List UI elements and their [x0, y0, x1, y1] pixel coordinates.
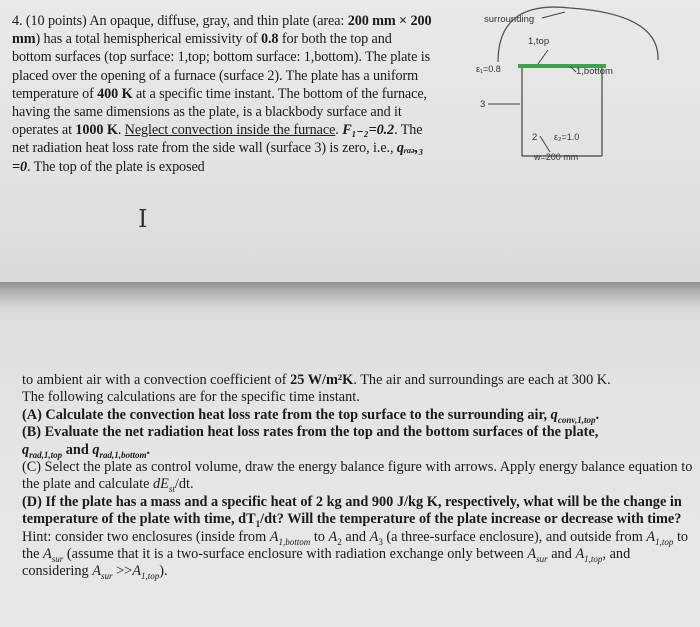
calc-note: The following calculations are for the specific time instant.: [22, 389, 360, 406]
continuation-text-1: to ambient air with a convection coefficient of: [22, 372, 291, 388]
part-c-symbol: dE: [152, 476, 169, 493]
hint-a1b-sub: 1,bottom: [278, 536, 311, 547]
hint-a1t-2-sub: 1,top: [584, 553, 603, 564]
plate-area: 200 mm × 200 mm: [12, 13, 432, 48]
part-d-text-2: /dt? Will the temperature of the plate increase or decrease with time?: [260, 511, 682, 528]
hint-a1t-3: A: [132, 563, 141, 580]
hint-a1t-2: A: [575, 546, 585, 563]
problem-number: 4.: [12, 13, 23, 29]
problem-points: (10 points): [25, 13, 87, 29]
hint-text-2: to: [310, 528, 329, 545]
hint-asur: A: [43, 546, 52, 563]
furnace-temperature: 1000 K: [75, 122, 118, 139]
hint-asur-2: A: [527, 546, 537, 563]
hint-a1b: A: [269, 528, 279, 545]
part-c: [22, 459, 694, 494]
emissivity-2-label: ε₂=1.0: [554, 132, 580, 142]
part-d-text-1: (D) If the plate has a mass and a specific heat of 2 kg and 900 J/kg K, respectively, what will be the change in temperature of the plate with time, dT: [22, 493, 682, 528]
part-d-subscript: 1: [255, 519, 261, 530]
problem-text-2: ) has a total hemispherical emissivity of: [35, 31, 261, 48]
hint-text-7: and: [547, 546, 576, 563]
part-b-and: and: [62, 441, 93, 458]
surface-2-leader: [540, 136, 550, 152]
hint-text-3: and: [341, 528, 370, 545]
top-leader: [538, 50, 548, 64]
top-surface-label: 1,top: [528, 36, 550, 47]
hint-asur-3-sub: sur: [101, 571, 113, 582]
part-c-text: (C) Select the plate as control volume, draw the energy balance figure with arrows. Apply energy balance equation to the plate and calculate: [22, 459, 693, 493]
part-b-end: .: [146, 441, 151, 458]
part-a-end: .: [595, 406, 600, 423]
problem-statement: [12, 12, 432, 176]
part-b: [22, 424, 694, 459]
hint-text-8: , and considering: [22, 546, 631, 580]
furnace-diagram: [450, 0, 700, 175]
hint-a1t-3-sub: 1,top: [140, 571, 160, 582]
surface-2-label: 2: [532, 132, 538, 143]
photo-seam: [0, 282, 700, 318]
hint-a1t-sub: 1,top: [655, 536, 674, 547]
plate-temperature: 400 K: [97, 85, 133, 102]
problem-text-5: .: [117, 122, 125, 139]
part-a: [22, 407, 694, 424]
text-cursor-icon: I: [138, 205, 148, 233]
hint-text-10: ).: [159, 563, 168, 580]
surrounding-leader: [542, 12, 565, 18]
problem-text-1: An opaque, diffuse, gray, and thin plate (area:: [89, 13, 348, 29]
side-wall-label: 3: [480, 99, 486, 110]
width-label: w=200 mm: [534, 152, 579, 162]
part-a-text: (A) Calculate the convection heat loss rate from the top surface to the surrounding air,: [22, 406, 551, 423]
hint-a3: A: [369, 528, 379, 545]
surrounding-label: surrounding: [484, 14, 535, 25]
part-c-subscript: st: [168, 484, 175, 495]
hint-a2-sub: 2: [337, 536, 342, 547]
problem-text-7: . The net radiation heat loss rate from the side wall (surface 3) is zero, i.e.,: [12, 122, 423, 157]
part-a-symbol: q: [550, 406, 558, 423]
problem-text-8: . The top of the plate is exposed: [26, 158, 205, 175]
view-factor: F₁₋₂=0.2: [342, 122, 395, 139]
problem-text-3: for both the top and bottom surfaces (top surface: 1,top; bottom surface: 1,bottom). The plate is placed over the opening of a furnace (surface 2). The plate has a uniform temperature of: [12, 31, 431, 102]
continuation-paragraph: [22, 372, 694, 389]
part-b-subscript-2: rad,1,bottom: [99, 449, 147, 460]
hint-asur-sub: sur: [51, 553, 64, 564]
plate-emissivity: 0.8: [260, 31, 279, 48]
part-b-subscript-1: rad,1,top: [29, 449, 63, 460]
hint: [22, 529, 694, 581]
q-rad-3: qᵣₐₔ,₃ =0: [12, 140, 424, 175]
hint-text-9: >>: [112, 563, 133, 580]
problem-text-4: at a specific time instant. The bottom of the furnace, having the same dimensions as the plate, is a blackbody surface and it operates at: [12, 85, 427, 139]
emissivity-1-label: ε₁=0.8: [476, 64, 501, 74]
hint-a1t: A: [646, 528, 656, 545]
problem-continuation: [22, 372, 694, 581]
part-a-subscript: conv,1,top: [557, 414, 596, 425]
hint-a2: A: [328, 528, 338, 545]
problem-text-6: .: [335, 122, 343, 139]
convection-coefficient: 25 W/m²K: [290, 372, 354, 388]
neglect-convection: Neglect convection inside the furnace: [124, 122, 336, 139]
hint-text-5: to the: [22, 528, 689, 563]
part-d: [22, 494, 694, 529]
part-b-text: (B) Evaluate the net radiation heat loss rates from the top and the bottom surfaces of the plate,: [22, 424, 599, 441]
bottom-surface-label: 1,bottom: [576, 66, 613, 77]
furnace-diagram-svg: [450, 0, 700, 175]
hint-a3-sub: 3: [378, 536, 383, 547]
part-b-symbol-2: q: [92, 441, 100, 458]
hint-text-6: (assume that it is a two-surface enclosure with radiation exchange only between: [63, 546, 528, 563]
hint-asur-2-sub: sur: [536, 553, 548, 564]
part-b-symbol-1: q: [22, 441, 30, 458]
hint-asur-3: A: [92, 563, 102, 580]
hint-text-1: Hint: consider two enclosures (inside from: [22, 528, 270, 545]
part-c-end: /dt.: [174, 476, 194, 493]
hint-text-4: (a three-surface enclosure), and outside from: [382, 528, 647, 545]
continuation-text-2: . The air and surroundings are each at 300 K.: [353, 372, 611, 388]
